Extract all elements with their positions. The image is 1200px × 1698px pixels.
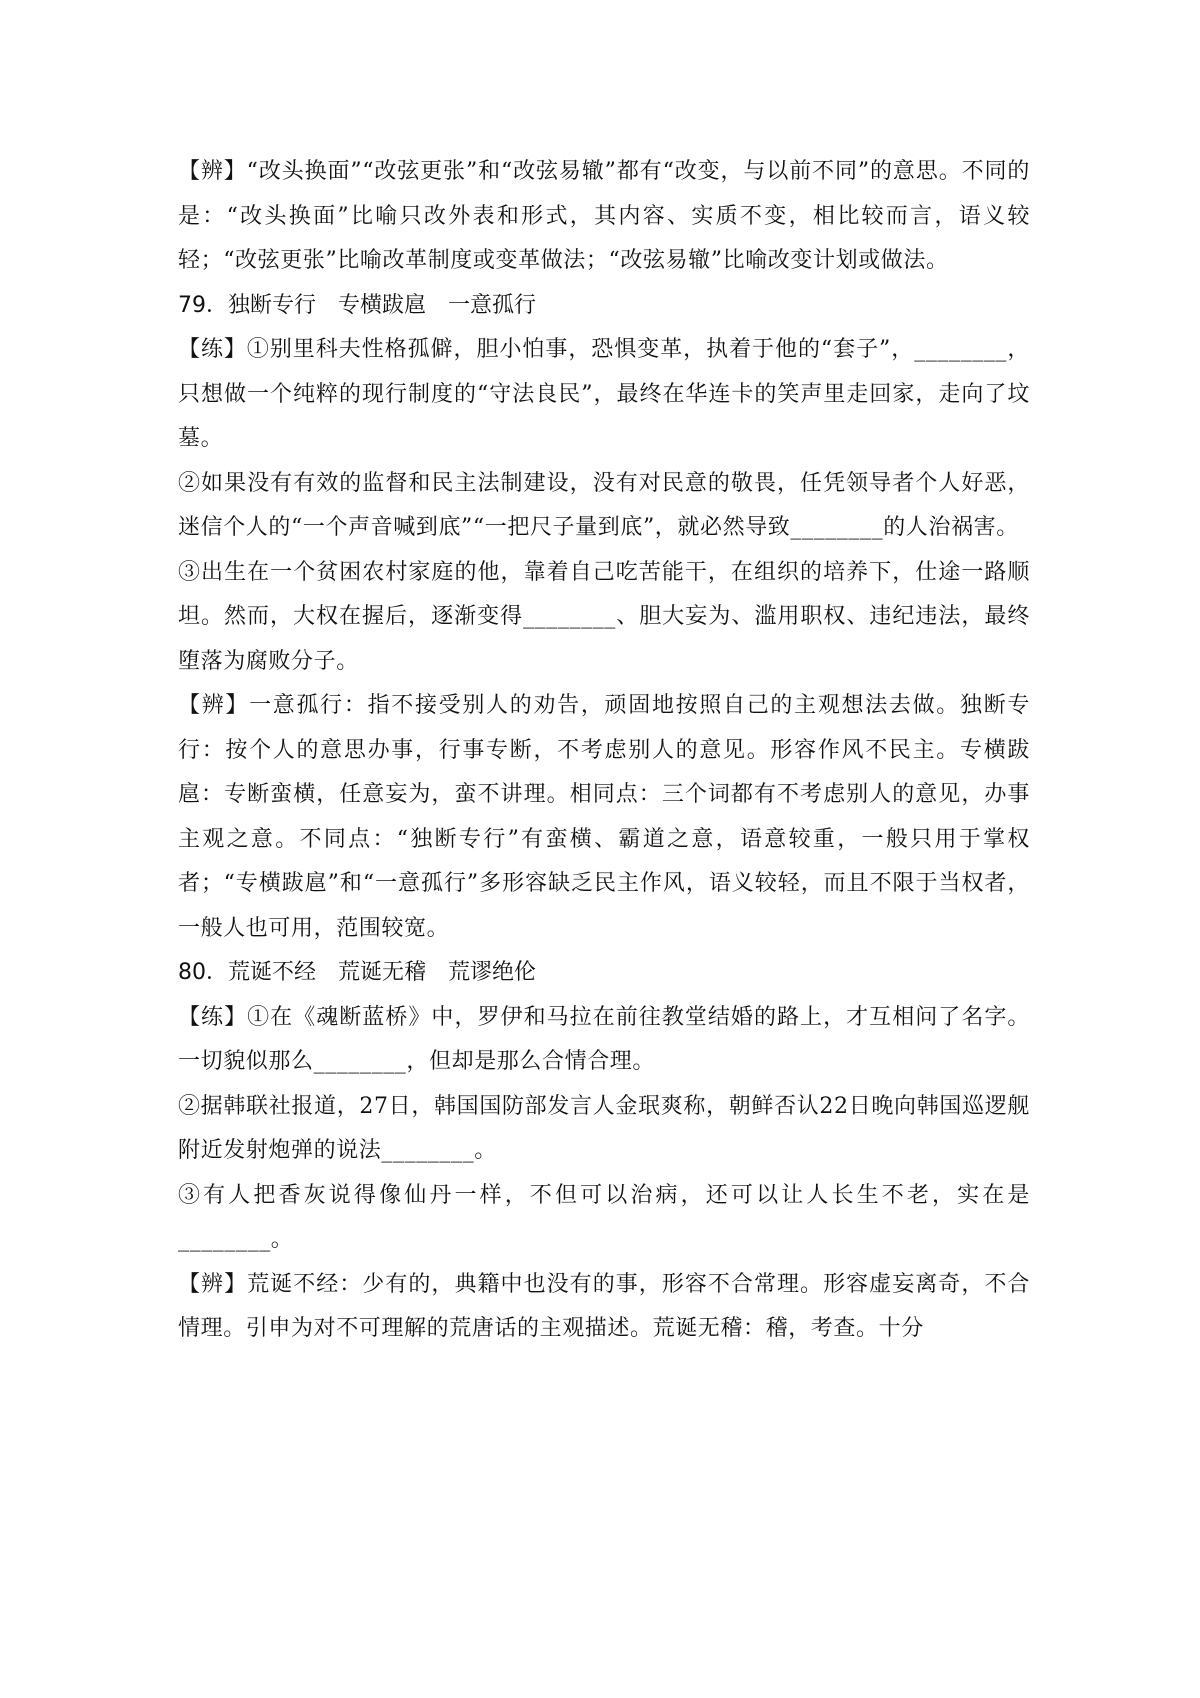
item-79-heading: 79．独断专行 专横跋扈 一意孤行 <box>178 292 536 318</box>
lian-79-2: ②如果没有有效的监督和民主法制建设，没有对民意的敬畏，任凭领导者个人好恶，迷信个人的“一个声音喊到底”“一把尺子量到底”，就必然导致________的人治祸害。 <box>178 470 1030 540</box>
lian-80-3: ③有人把香灰说得像仙丹一样，不但可以治病，还可以让人长生不老，实在是________。 <box>178 1182 1030 1252</box>
item-80-heading: 80．荒诞不经 荒诞无稽 荒谬绝伦 <box>178 960 536 985</box>
bian-79: 【辨】一意孤行：指不接受别人的劝告，顽固地按照自己的主观想法去做。独断专行：按个人的意思办事，行事专断，不考虑别人的意见。形容作风不民主。专横跋扈：专断蛮横，任意妄为，蛮不讲理。相同点：三个词都有不考虑别人的意见，办事主观之意。不同点：“独断专行”有蛮横、霸道之意，语意较重，一般只用于掌权者；“专横跋扈”和“一意孤行”多形容缺乏民主作风，语义较轻，而且不限于当权者，一般人也可用，范围较宽。 <box>178 693 1030 941</box>
lian-79-3: ③出生在一个贫困农村家庭的他，靠着自己吃苦能干，在组织的培养下，仕途一路顺坦。然而，大权在握后，逐渐变得________、胆大妄为、滥用职权、违纪违法，最终堕落为腐败分子。 <box>178 559 1030 674</box>
document-page <box>178 150 1030 1352</box>
bian-gaitouhuanmian: 【辨】“改头换面”“改弦更张”和“改弦易辙”都有“改变，与以前不同”的意思。不同的是：“改头换面”比喻只改外表和形式，其内容、实质不变，相比较而言，语义较轻；“改弦更张”比喻改革制度或变革做法；“改弦易辙”比喻改变计划或做法。 <box>178 159 1030 273</box>
bian-80: 【辨】荒诞不经：少有的，典籍中也没有的事，形容不合常理。形容虚妄离奇，不合情理。引申为对不可理解的荒唐话的主观描述。荒诞无稽：稽，考查。十分 <box>178 1271 1030 1341</box>
lian-79-1: 【练】①别里科夫性格孤僻，胆小怕事，恐惧变革，执着于他的“套子”，________，只想做一个纯粹的现行制度的“守法良民”，最终在华连卡的笑声里走回家，走向了坟墓。 <box>178 337 1030 451</box>
lian-80-1: 【练】①在《魂断蓝桥》中，罗伊和马拉在前往教堂结婚的路上，才互相问了名字。一切貌似那么________，但却是那么合情合理。 <box>178 1004 1030 1074</box>
lian-80-2: ②据韩联社报道，27日，韩国国防部发言人金珉爽称，朝鲜否认22日晚向韩国巡逻舰附近发射炮弹的说法________。 <box>178 1093 1030 1163</box>
